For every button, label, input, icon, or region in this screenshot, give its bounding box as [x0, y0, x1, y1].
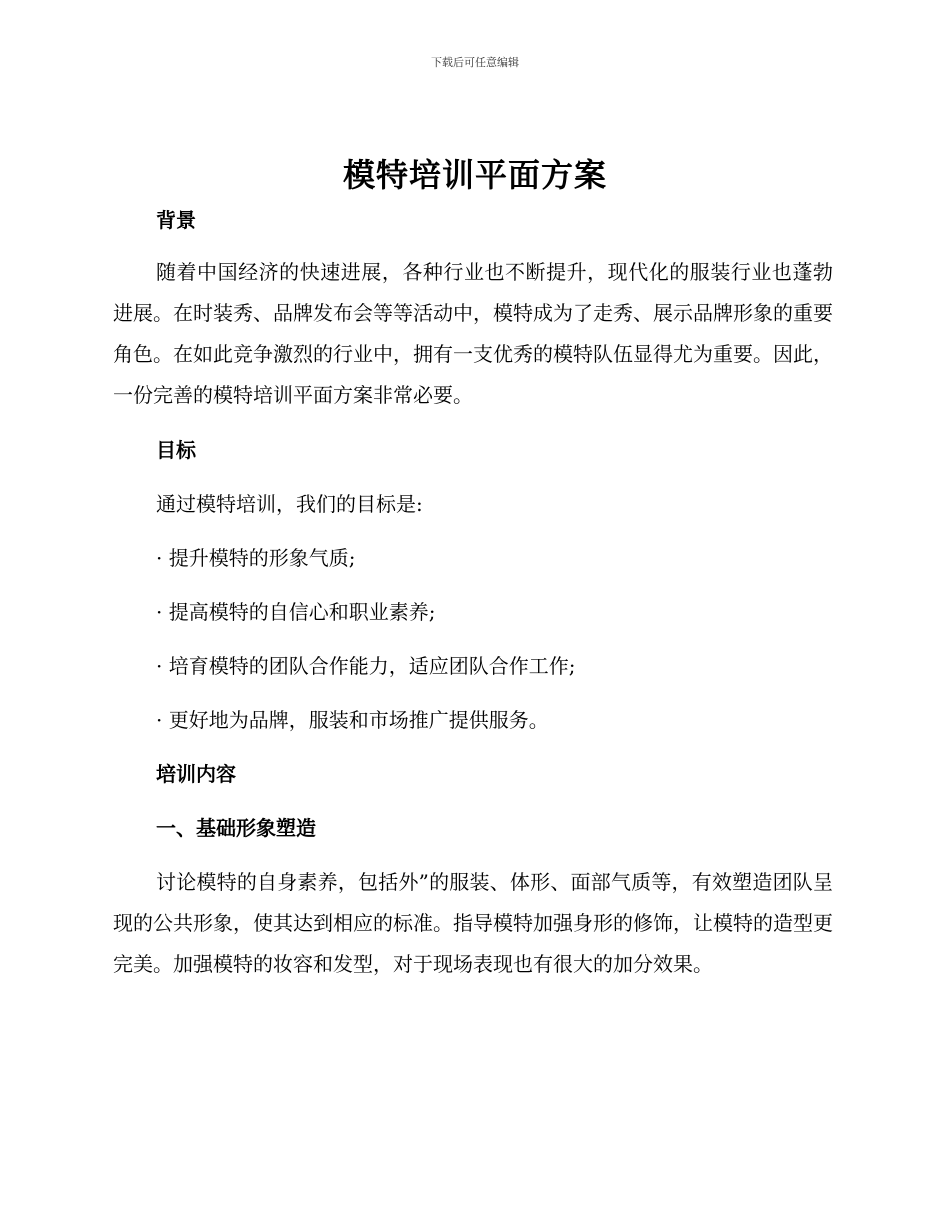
subsection-heading-basic-image: 一、基础形象塑造 [156, 816, 316, 840]
page-header: 下载后可任意编辑 [431, 56, 519, 69]
list-item: · 培育模特的团队合作能力，适应团队合作工作; [156, 654, 576, 678]
document-body [113, 200, 833, 985]
list-item: · 提高模特的自信心和职业素养; [156, 600, 436, 624]
section-heading-training: 培训内容 [156, 762, 236, 786]
list-item: · 提升模特的形象气质; [156, 546, 356, 570]
document-title: 模特培训平面方案 [342, 156, 607, 194]
goals-intro: 通过模特培训，我们的目标是: [156, 492, 423, 516]
section-heading-background: 背景 [156, 208, 196, 232]
section-heading-goals: 目标 [156, 438, 196, 462]
paragraph-basic-image: 讨论模特的自身素养，包括外”的服装、体形、面部气质等，有效塑造团队呈现的公共形象，使其达到相应的标准。指导模特加强身形的修饰，让模特的造型更完美。加强模特的妆容和发型，对于现场表现也有很大的加分效果。 [113, 870, 833, 976]
paragraph-background: 随着中国经济的快速进展，各种行业也不断提升，现代化的服装行业也蓬勃进展。在时装秀、品牌发布会等等活动中，模特成为了走秀、展示品牌形象的重要角色。在如此竞争激烈的行业中，拥有一支优秀的模特队伍显得尤为重要。因此，一份完善的模特培训平面方案非常必要。 [113, 260, 833, 407]
list-item: · 更好地为品牌，服装和市场推广提供服务。 [156, 708, 549, 732]
